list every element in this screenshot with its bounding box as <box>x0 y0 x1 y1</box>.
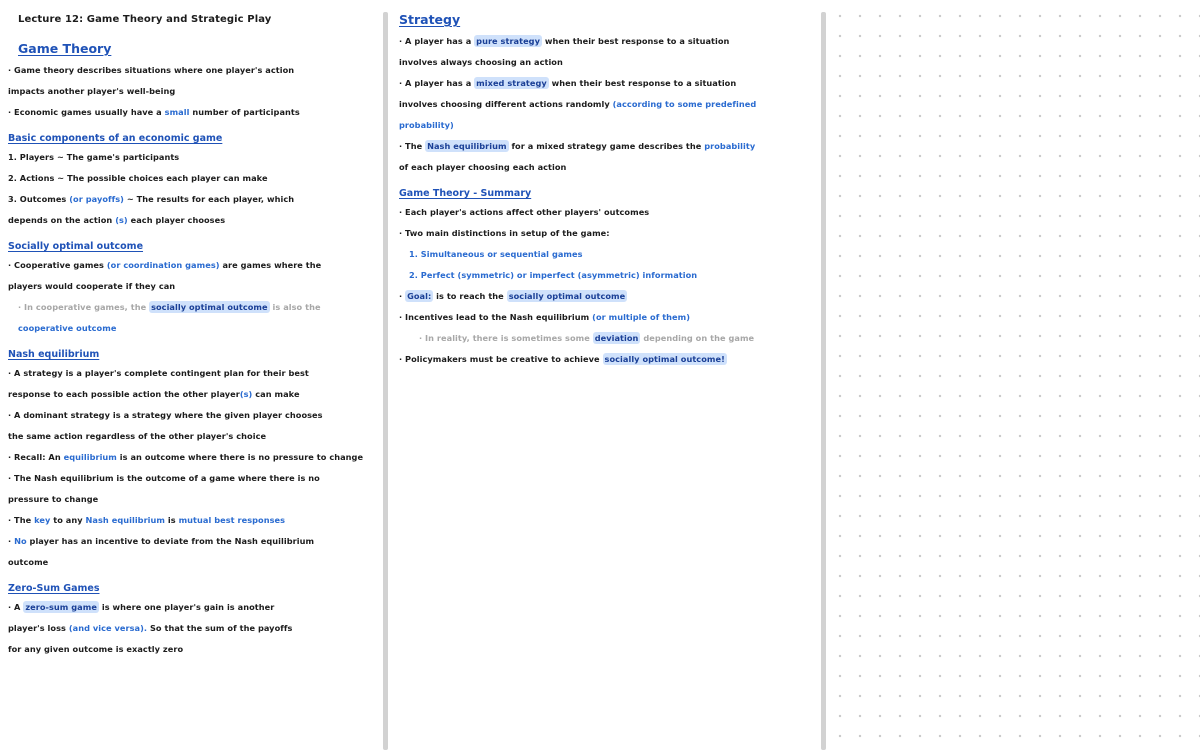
note-line: · In cooperative games, the socially optimal outcome is also the <box>18 302 321 312</box>
section-heading-summary: Game Theory - Summary <box>399 188 532 199</box>
note-line: pressure to change <box>8 494 99 504</box>
note-line: · Two main distinctions in setup of the game: <box>399 228 610 238</box>
note-line: of each player choosing each action <box>399 162 567 172</box>
note-line: · A dominant strategy is a strategy where the given player chooses <box>8 410 323 420</box>
note-line: outcome <box>8 557 49 567</box>
note-line: · A player has a pure strategy when their best response to a situation <box>399 36 730 46</box>
note-line: · The Nash equilibrium for a mixed strategy game describes the probability <box>399 141 756 151</box>
note-line: 2. Actions ~ The possible choices each player can make <box>8 173 268 183</box>
notes-column-middle <box>391 0 823 750</box>
note-line: 3. Outcomes (or payoffs) ~ The results for each player, which <box>8 194 295 204</box>
note-line: · Incentives lead to the Nash equilibrium (or multiple of them) <box>399 312 691 322</box>
note-line: · The key to any Nash equilibrium is mutual best responses <box>8 515 286 525</box>
note-line: · Game theory describes situations where one player's action <box>8 65 295 75</box>
note-line: involves always choosing an action <box>399 57 563 67</box>
section-heading-nash-equilibrium: Nash equilibrium <box>8 349 100 360</box>
note-line: involves choosing different actions randomly (according to some predefined <box>399 99 757 109</box>
note-line: cooperative outcome <box>18 323 117 333</box>
note-line: impacts another player's well-being <box>8 86 176 96</box>
section-heading-game-theory: Game Theory <box>18 41 112 56</box>
note-line: 1. Players ~ The game's participants <box>8 152 180 162</box>
note-line: · The Nash equilibrium is the outcome of a game where there is no <box>8 473 320 483</box>
note-line: the same action regardless of the other player's choice <box>8 431 267 441</box>
column-divider <box>821 12 826 750</box>
note-line: response to each possible action the other player(s) can make <box>8 389 300 399</box>
note-line: players would cooperate if they can <box>8 281 176 291</box>
section-heading-strategy: Strategy <box>399 12 461 27</box>
notes-column-left <box>0 0 383 750</box>
note-line: for any given outcome is exactly zero <box>8 644 184 654</box>
note-line: · A zero-sum game is where one player's gain is another <box>8 602 275 612</box>
note-line: · Recall: An equilibrium is an outcome where there is no pressure to change <box>8 452 364 462</box>
note-line: 1. Simultaneous or sequential games <box>409 249 583 259</box>
note-line: · Economic games usually have a small number of participants <box>8 107 300 117</box>
note-line: player's loss (and vice versa). So that the sum of the payoffs <box>8 623 293 633</box>
note-line: depends on the action (s) each player chooses <box>8 215 226 225</box>
note-line: 2. Perfect (symmetric) or imperfect (asymmetric) information <box>409 270 698 280</box>
note-line: · Cooperative games (or coordination games) are games where the <box>8 260 322 270</box>
section-heading-zero-sum: Zero-Sum Games <box>8 583 100 594</box>
note-line: probability) <box>399 120 454 130</box>
section-heading-components: Basic components of an economic game <box>8 133 223 144</box>
note-line: · Each player's actions affect other players' outcomes <box>399 207 650 217</box>
column-divider <box>383 12 388 750</box>
note-line: · No player has an incentive to deviate from the Nash equilibrium <box>8 536 315 546</box>
note-line: · Goal: is to reach the socially optimal outcome <box>399 291 626 301</box>
note-line: · In reality, there is sometimes some deviation depending on the game <box>419 333 755 343</box>
page-title: Lecture 12: Game Theory and Strategic Play <box>18 14 272 25</box>
note-line: · Policymakers must be creative to achieve socially optimal outcome! <box>399 354 725 364</box>
note-line: · A strategy is a player's complete contingent plan for their best <box>8 368 309 378</box>
note-line: · A player has a mixed strategy when their best response to a situation <box>399 78 737 88</box>
section-heading-socially-optimal: Socially optimal outcome <box>8 241 144 252</box>
